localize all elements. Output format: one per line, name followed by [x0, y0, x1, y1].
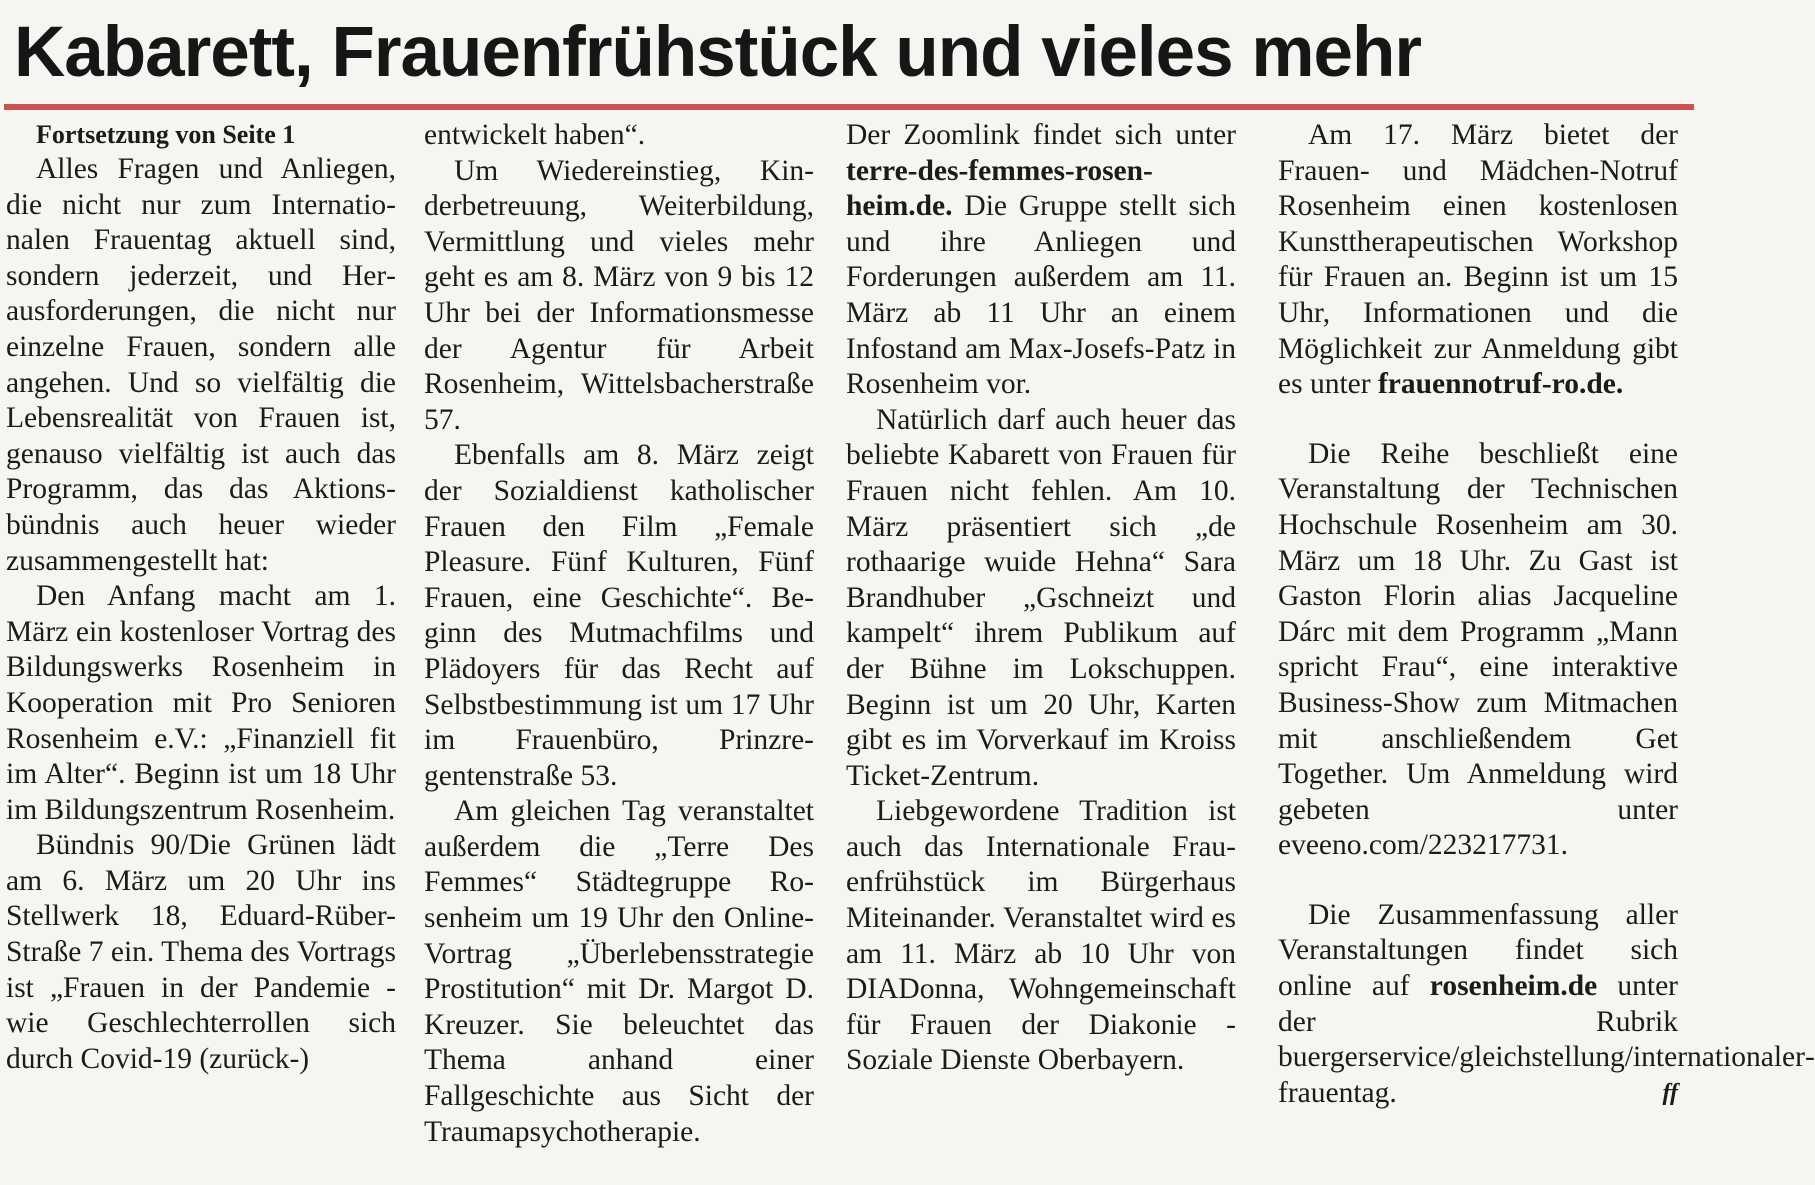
paragraph: entwickelt haben“.: [424, 119, 646, 151]
paragraph-text: Die Zusammenfassung aller Veranstaltungen findet sich online auf: [1278, 898, 1678, 1003]
terre-des-femmes-link: terre-des-femmes-rosenheim.de.: [846, 154, 1153, 223]
paragraph-text: Am 17. März bietet der Frauen- und Mädchen-Notruf Rosenheim einen kostenlosen Kunsttherapeutischen Workshop für Frauen an. Beginn ist um 15 Uhr, Informationen und die Möglichkeit zur Anmeldung gibt es unter: [1278, 119, 1678, 401]
continuation-note: Fortsetzung von Seite 1: [36, 120, 296, 149]
article-headline: Kabarett, Frauenfrühstück und vieles mehr: [14, 13, 1421, 92]
paragraph: [1278, 118, 1678, 403]
paragraph: Alles Fragen und Anliegen, die nicht nur zum Internationalen Frauentag aktuell sind, sondern jederzeit, und Herausforderungen, die nicht nur einzelne Frauen, sondern alle angehen. Und so vielfältig die Lebensrealität von Frauen ist, genauso vielfältig ist auch das Programm, das das Aktionsbündnis auch heuer wieder zusammengestellt hat:: [6, 153, 396, 577]
paragraph: [1278, 898, 1815, 1112]
frauennotruf-link: frauennotruf-ro.de.: [1377, 368, 1624, 401]
paragraph: [846, 118, 1236, 403]
paragraph-text: unter der Rubrik buergerservice/gleichstellung/internationalerfrauentag.: [1278, 970, 1815, 1109]
paragraph: Um Wiedereinstieg, Kinderbetreuung, Weiterbildung, Vermittlung und vieles mehr geht es am 8. März von 9 bis 12 Uhr bei der Informationsmesse der Agentur für Arbeit Rosenheim, Wittelsbacherstraße 57.: [424, 154, 814, 436]
headline-divider: [4, 104, 1694, 110]
paragraph: Natürlich darf auch heuer das beliebte Kabarett von Frauen für Frauen nicht fehlen. Am 10. März präsentiert sich „de rothaarige wuide Hehna“ Sara Brandhuber „Gschneizt und kampelt“ ihrem Publikum auf der Bühne im Lokschuppen. Beginn ist um 20 Uhr, Karten gibt es im Vorverkauf im Kroiss Ticket-Zentrum.: [846, 403, 1236, 792]
author-signature: ff: [1662, 1079, 1678, 1106]
article-column-1: [6, 118, 396, 1178]
paragraph-text: Der Zoomlink findet sich unter: [846, 119, 1236, 151]
paragraph: Am gleichen Tag veranstaltet außerdem die „Terre Des Femmes“ Städtegruppe Rosenheim um 19 Uhr den Online-Vortrag „Überlebensstrategie Prostitution“ mit Dr. Margot D. Kreuzer. Sie beleuchtet das Thema anhand einer Fallgeschichte aus Sicht der Traumapsychotherapie.: [424, 795, 814, 1148]
paragraph: Ebenfalls am 8. März zeigt der Sozialdienst katholischer Frauen den Film „Female Pleasure. Fünf Kulturen, Fünf Frauen, eine Geschichte“. Beginn des Mutmachfilms und Plädoyers für das Recht auf Selbstbestimmung ist um 17 Uhr im Frauenbüro, Prinzregentenstraße 53.: [424, 439, 814, 792]
paragraph: Die Reihe beschließt eine Veranstaltung der Technischen Hochschule Rosenheim am 30. März um 18 Uhr. Zu Gast ist Gaston Florin alias Jacqueline Dárc mit dem Programm „Mann spricht Frau“, eine interaktive Business-Show zum Mitmachen mit anschließendem Get Together. Um Anmeldung wird gebeten unter eveeno.com/223217731.: [1278, 437, 1678, 862]
article-column-4: [1278, 118, 1815, 1178]
rosenheim-link: rosenheim.de: [1429, 970, 1598, 1003]
paragraph: Liebgewordene Tradition ist auch das Internationale Frauenfrühstück im Bürgerhaus Miteinander. Veranstaltet wird es am 11. März ab 10 Uhr von DIADonna, Wohngemeinschaft für Frauen der Diakonie - Soziale Dienste Oberbayern.: [846, 795, 1236, 1077]
article-column-2: [424, 118, 814, 1178]
paragraph: Den Anfang macht am 1. März ein kostenloser Vortrag des Bildungswerks Rosenheim in Kooperation mit Pro Senioren Rosenheim e.V.: „Finanziell fit im Alter“. Beginn ist um 18 Uhr im Bildungszentrum Rosenheim.: [6, 580, 396, 826]
paragraph: Bündnis 90/Die Grünen lädt am 6. März um 20 Uhr ins Stellwerk 18, Eduard-Rüber-Straße 7 ein. Thema des Vortrags ist „Frauen in der Pandemie - wie Geschlechterrollen sich durch Covid-19 (zurück-): [6, 829, 396, 1075]
article-column-3: [846, 118, 1236, 1178]
paragraph-text: Die Gruppe stellt sich und ihre Anliegen und Forderungen außerdem am 11. März ab 11 Uhr an einem Infostand am Max-Josefs-Patz in Rosenheim vor.: [846, 190, 1236, 401]
